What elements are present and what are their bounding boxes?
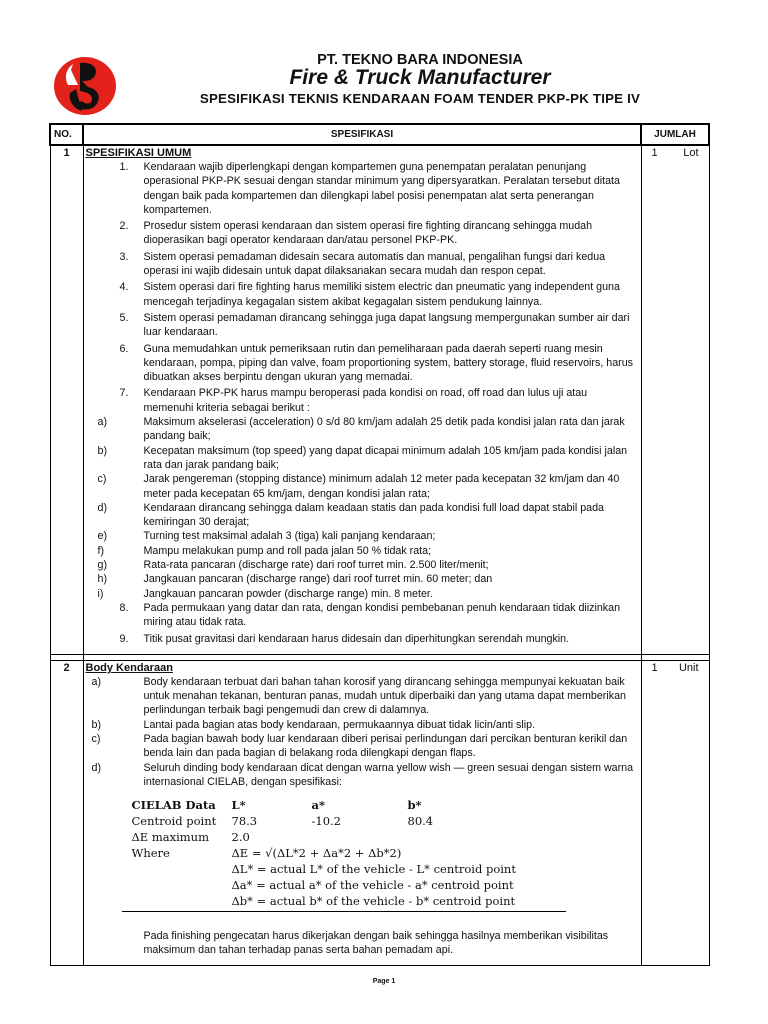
section-2-content — [83, 660, 641, 965]
cielab-centroid-a: -10.2 — [311, 814, 341, 829]
cielab-header-a: a* — [311, 798, 325, 813]
list-item: 2. Prosedur sistem operasi kendaraan dan sistem operasi fire fighting dirancang sehingga mudah dioperasikan bagi operator kendaraan dan/atau personel PKP-PK. — [119, 220, 593, 247]
cielab-delta-label: ΔE maximum — [131, 830, 209, 845]
cielab-def-a: Δa* = actual a* of the vehicle - a* centroid point — [231, 878, 514, 893]
list-item: 6. Guna memudahkan untuk pemeriksaan rutin dan pemeliharaan pada daerah seperti ruang mesin kendaraan, pompa, piping dan valve, foam proportioning system, battery storage, fluid reservoirs, harus dibuatkan akses berpintu dengan ukuran yang memadai. — [119, 342, 634, 384]
company-logo — [52, 55, 118, 117]
list-item: 5. Sistem operasi pemadaman dirancang sehingga juga dapat langsung mempergunakan sumber air dari luar kendaraan. — [119, 311, 630, 339]
document-title: SPESIFIKASI TEKNIS KENDARAAN FOAM TENDER PKP-PK TIPE IV — [199, 91, 641, 106]
header-spec: SPESIFIKASI — [83, 124, 641, 145]
cielab-delta-value: 2.0 — [231, 830, 250, 845]
list-subitem: d) Kendaraan dirancang sehingga dalam keadaan statis dan pada kondisi full load dapat stabil pada kemiringan 30 derajat; — [97, 501, 604, 529]
table-row-section-1 — [50, 145, 709, 654]
list-item: 8. Pada permukaan yang datar dan rata, dengan kondisi pembebanan penuh kendaraan tidak diizinkan miring atau tidak rata. — [119, 601, 621, 629]
cielab-centroid-label: Centroid point — [131, 814, 217, 829]
section-1-qty: 1 — [651, 147, 658, 159]
list-subitem: e) Turning test maksimal adalah 3 (tiga) kali panjang kendaraan; — [97, 530, 436, 543]
section-1-unit: Lot — [683, 147, 699, 159]
list-subitem: g) Rata-rata pancaran (discharge rate) dari roof turret min. 2.500 liter/menit; — [97, 559, 489, 572]
cielab-centroid-b: 80.4 — [407, 814, 434, 829]
finishing-note: Pada finishing pengecatan harus dikerjakan dengan baik sehingga hasilnya memberikan visibilitas maksimum dan tahan terhadap panas serta bahan pemadam api. — [143, 930, 609, 957]
cielab-formula: ΔE = √(ΔL*2 + Δa*2 + Δb*2) — [231, 846, 402, 861]
table-row-section-2 — [50, 660, 709, 965]
header-no: NO. — [50, 124, 83, 145]
list-item: c) Pada bagian bawah body luar kendaraan diberi perisai perlindungan dari percikan benturan kerikil dan benda lain dan pada bagian di belakang roda dilengkapi dengan flaps. — [91, 732, 628, 760]
section-1-number: 1 — [50, 145, 83, 654]
section-2-items — [84, 675, 641, 789]
cielab-header-l: L* — [231, 798, 246, 813]
section-2-title: Body Kendaraan — [85, 661, 173, 674]
cielab-data-figure — [132, 797, 566, 909]
section-1-content — [83, 145, 641, 654]
section-2-qty-cell — [641, 660, 709, 965]
cielab-header-label: CIELAB Data — [131, 798, 216, 813]
list-subitem: c) Jarak pengereman (stopping distance) minimum adalah 12 meter pada kecepatan 32 km/jam dan 40 meter pada kecepatan 65 km/jam, dengan kondisi jalan rata; — [97, 473, 620, 500]
list-item: 3. Sistem operasi pemadaman didesain secara automatis dan manual, pengalihan fungsi dari kedua operasi ini wajib didesain untuk dapat dilaksanakan secara mudah dan respon cepat. — [119, 250, 606, 278]
company-tagline: Fire & Truck Manufacturer — [289, 66, 551, 89]
list-item: b) Lantai pada bagian atas body kendaraan, permukaannya dibuat tidak licin/anti slip. — [91, 718, 536, 731]
list-subitem: b) Kecepatan maksimum (top speed) yang dapat dicapai minimum adalah 105 km/jam pada kondisi jalan rata dan jarak pandang baik; — [97, 444, 628, 471]
list-item: 1. Kendaraan wajib diperlengkapi dengan kompartemen guna penempatan peralatan penunjang operasional PKP-PK sesuai dengan standar minimum yang dipersyaratkan. Peralatan tersebut ditata dengan baik pada kompartemen dan dilengkapi label posisi penempatan alat serta penerangan kompartemen. — [119, 161, 620, 216]
cielab-where-label: Where — [131, 846, 170, 861]
section-2-qty: 1 — [651, 661, 658, 674]
list-item: a) Body kendaraan terbuat dari bahan tahan korosif yang dirancang sehingga mempunyai kekuatan baik untuk menahan tekanan, benturan panas, mudah untuk diperbaiki dan yang utama dapat memberikan perlindungan terbaik bagi pengemudi dan crew di dalamnya. — [91, 675, 626, 717]
list-subitem: f) Mampu melakukan pump and roll pada jalan 50 % tidak rata; — [97, 544, 432, 557]
cielab-centroid-l: 78.3 — [231, 814, 258, 829]
cielab-def-l: ΔL* = actual L* of the vehicle - L* centroid point — [231, 862, 516, 877]
section-1-qty-cell — [641, 145, 709, 654]
header-qty: JUMLAH — [641, 124, 709, 145]
list-item: 7. Kendaraan PKP-PK harus mampu beroperasi pada kondisi on road, off road dan lulus uji atau memenuhi kriteria sebagai berikut : — [119, 387, 588, 414]
list-item: 4. Sistem operasi dari fire fighting harus memiliki sistem electric dan pneumatic yang independent guna mencegah terjadinya kegagalan sistem akibat kegagalan sistem pendukung lainnya. — [119, 281, 620, 308]
cielab-bottom-rule — [122, 911, 566, 912]
cielab-header-b: b* — [407, 798, 422, 813]
cielab-table — [132, 797, 566, 909]
table-header-row — [50, 124, 709, 145]
list-subitem: i) Jangkauan pancaran powder (discharge range) min. 8 meter. — [97, 587, 433, 600]
section-2-number: 2 — [50, 660, 83, 965]
section-1-items — [84, 160, 641, 646]
spec-table — [49, 123, 710, 966]
page-number: Page 1 — [372, 978, 396, 985]
section-1-title: SPESIFIKASI UMUM — [85, 147, 192, 159]
list-subitem: a) Maksimum akselerasi (acceleration) 0 s/d 80 km/jam adalah 25 detik pada kondisi jalan rata dan jarak pandang baik; — [97, 416, 625, 443]
list-item: 9. Titik pusat gravitasi dari kendaraan harus didesain dan diperhitungkan serendah mungkin. — [119, 632, 570, 645]
section-2-unit: Unit — [678, 661, 699, 674]
list-subitem: h) Jangkauan pancaran (discharge range) dari roof turret min. 60 meter; dan — [97, 573, 493, 586]
cielab-def-b: Δb* = actual b* of the vehicle - b* centroid point — [231, 894, 516, 909]
list-item: d) Seluruh dinding body kendaraan dicat dengan warna yellow wish — green sesuai dengan sistem warna internasional CIELAB, dengan spesifikasi: — [91, 761, 634, 788]
company-name: PT. TEKNO BARA INDONESIA — [317, 52, 523, 68]
